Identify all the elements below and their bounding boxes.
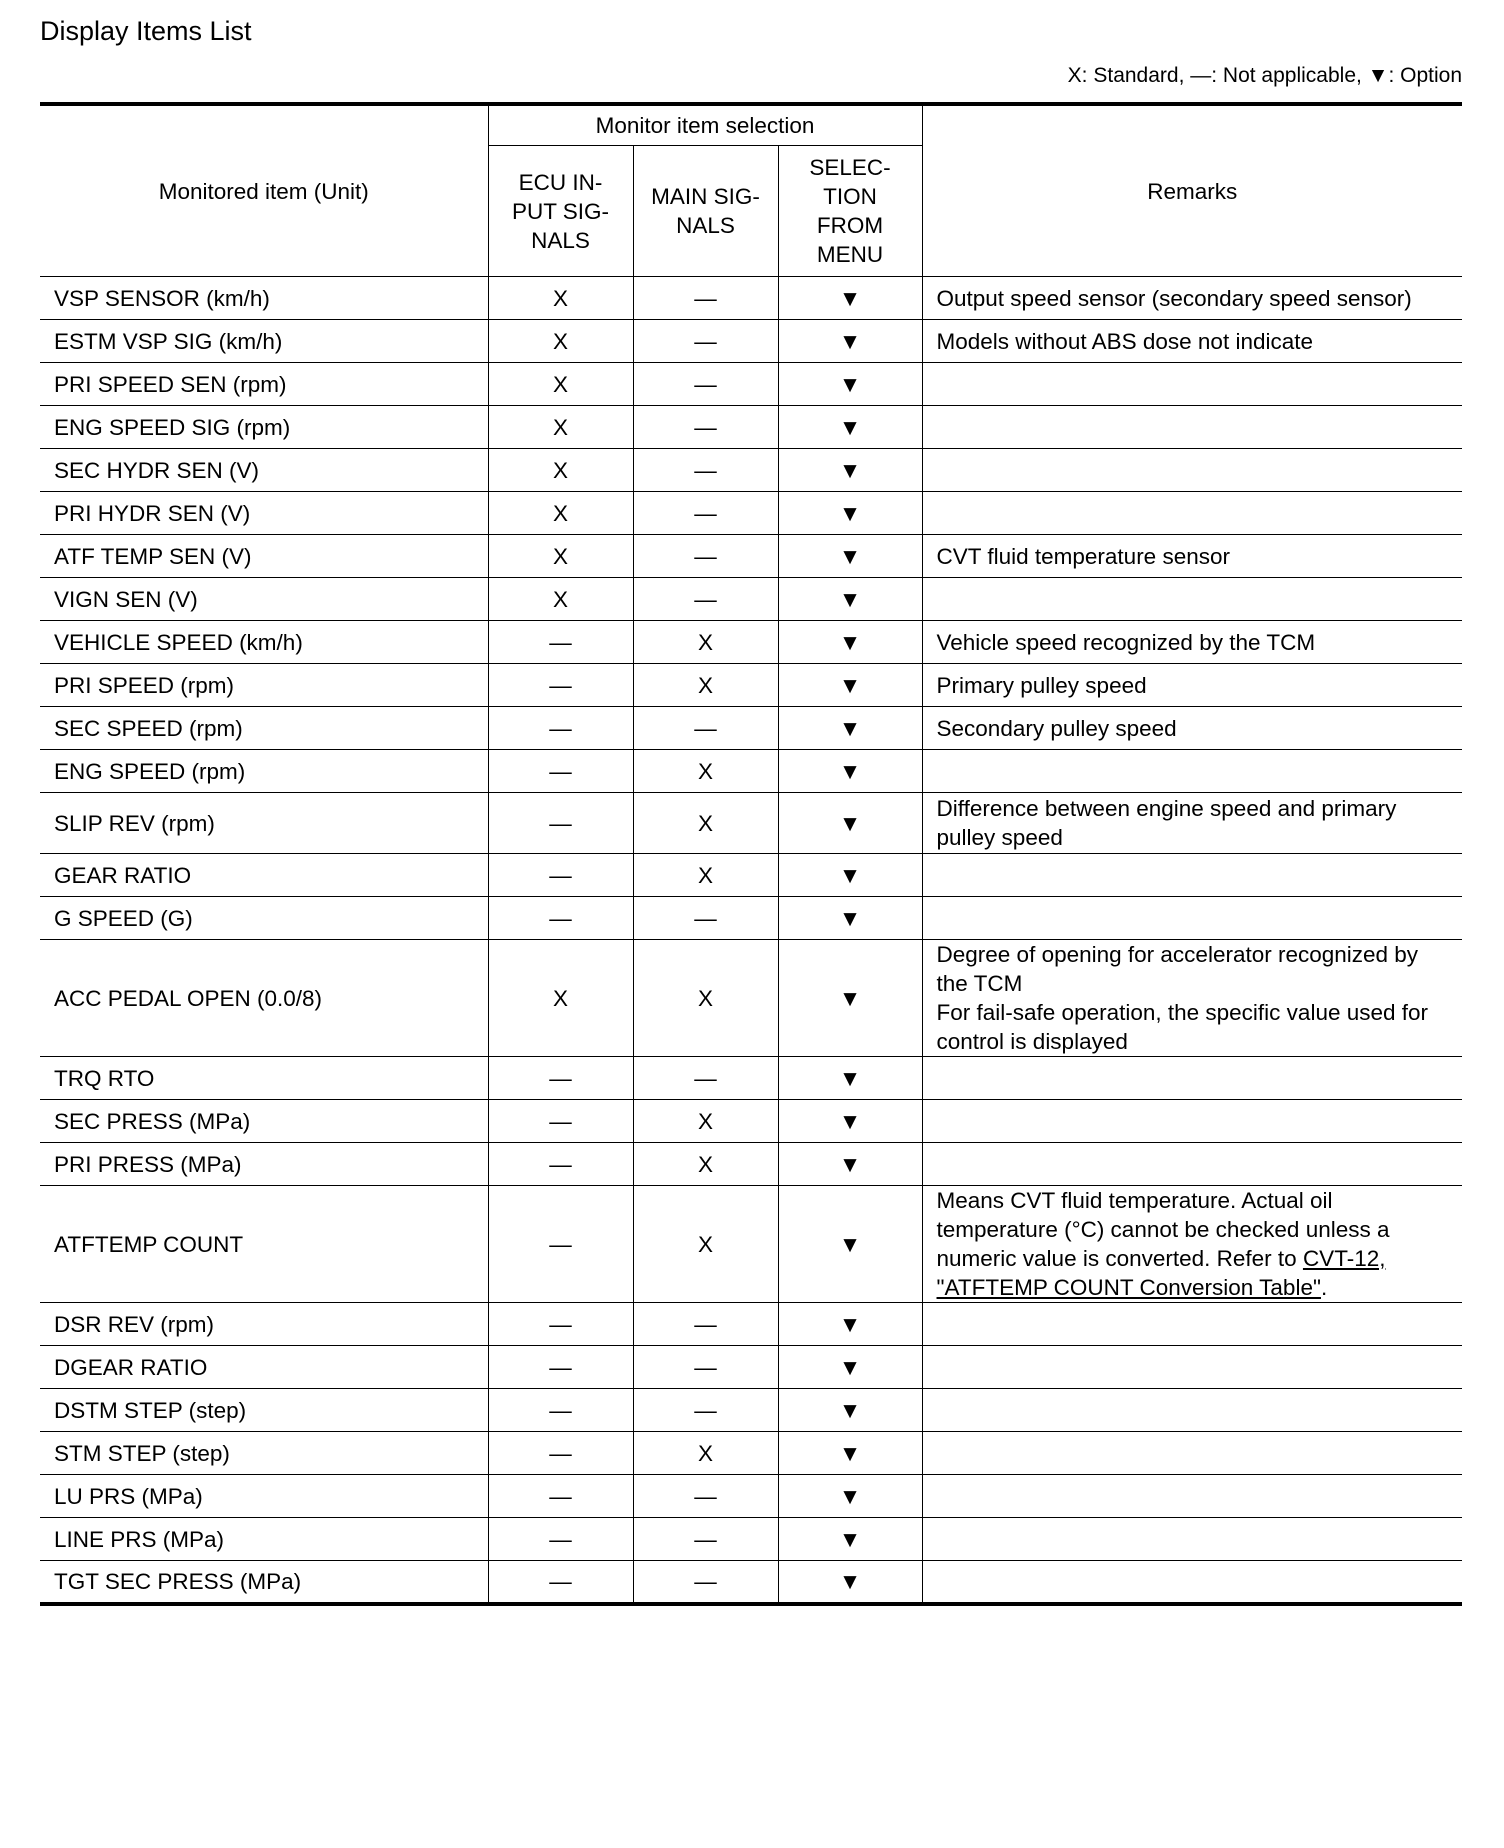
ecu-input-signals-cell: —	[488, 1561, 633, 1604]
remarks-cell: Primary pulley speed	[922, 664, 1462, 707]
monitored-item-cell: STM STEP (step)	[40, 1432, 488, 1475]
monitored-item-cell: DSTM STEP (step)	[40, 1389, 488, 1432]
header-monitored-item: Monitored item (Unit)	[40, 104, 488, 277]
remarks-line: For fail-safe operation, the specific value used for control is displayed	[936, 1000, 1429, 1054]
main-signals-cell: —	[633, 1303, 778, 1346]
selection-from-menu-cell: ▼	[778, 793, 922, 854]
remarks-cell	[922, 897, 1462, 940]
monitored-item-cell: PRI HYDR SEN (V)	[40, 492, 488, 535]
ecu-input-signals-cell: X	[488, 363, 633, 406]
selection-from-menu-cell: ▼	[778, 320, 922, 363]
main-signals-cell: —	[633, 277, 778, 320]
ecu-input-signals-cell: —	[488, 1143, 633, 1186]
monitored-item-cell: ATF TEMP SEN (V)	[40, 535, 488, 578]
monitored-item-cell: TRQ RTO	[40, 1057, 488, 1100]
monitored-item-cell: LINE PRS (MPa)	[40, 1518, 488, 1561]
remarks-cell	[922, 492, 1462, 535]
main-signals-cell: —	[633, 1561, 778, 1604]
remarks-cell: Output speed sensor (secondary speed sensor)	[922, 277, 1462, 320]
selection-from-menu-cell: ▼	[778, 1475, 922, 1518]
selection-from-menu-cell: ▼	[778, 578, 922, 621]
remarks-cell	[922, 578, 1462, 621]
ecu-input-signals-cell: —	[488, 707, 633, 750]
selection-from-menu-cell: ▼	[778, 1432, 922, 1475]
ecu-input-signals-cell: —	[488, 750, 633, 793]
table-row	[40, 793, 1462, 854]
selection-from-menu-cell: ▼	[778, 897, 922, 940]
selection-from-menu-cell: ▼	[778, 1389, 922, 1432]
conversion-table-link[interactable]: CVT-12, "ATFTEMP COUNT Conversion Table"	[936, 1246, 1386, 1300]
remarks-cell	[922, 1186, 1462, 1303]
main-signals-cell: —	[633, 535, 778, 578]
selection-from-menu-cell: ▼	[778, 707, 922, 750]
main-signals-cell: —	[633, 320, 778, 363]
monitored-item-cell: ENG SPEED SIG (rpm)	[40, 406, 488, 449]
table-row	[40, 707, 1462, 750]
table-row	[40, 449, 1462, 492]
monitored-item-cell: PRI SPEED (rpm)	[40, 664, 488, 707]
monitored-item-cell: G SPEED (G)	[40, 897, 488, 940]
selection-from-menu-cell: ▼	[778, 621, 922, 664]
main-signals-cell: X	[633, 664, 778, 707]
remarks-cell: Vehicle speed recognized by the TCM	[922, 621, 1462, 664]
selection-from-menu-cell: ▼	[778, 1518, 922, 1561]
main-signals-cell: —	[633, 492, 778, 535]
legend: X: Standard, —: Not applicable, ▼: Option	[1067, 64, 1462, 87]
ecu-input-signals-cell: —	[488, 854, 633, 897]
main-signals-cell: —	[633, 363, 778, 406]
table-row	[40, 320, 1462, 363]
main-signals-cell: X	[633, 1432, 778, 1475]
main-signals-cell: —	[633, 1475, 778, 1518]
monitored-item-cell: VEHICLE SPEED (km/h)	[40, 621, 488, 664]
display-items-table	[40, 102, 1462, 1606]
remarks-cell	[922, 854, 1462, 897]
main-signals-cell: —	[633, 1346, 778, 1389]
main-signals-cell: X	[633, 1100, 778, 1143]
selection-from-menu-cell: ▼	[778, 1057, 922, 1100]
main-signals-cell: —	[633, 897, 778, 940]
remarks-cell	[922, 750, 1462, 793]
remarks-cell	[922, 1389, 1462, 1432]
selection-from-menu-cell: ▼	[778, 1346, 922, 1389]
table-row	[40, 1518, 1462, 1561]
ecu-input-signals-cell: —	[488, 1057, 633, 1100]
ecu-input-signals-cell: —	[488, 1186, 633, 1303]
remarks-cell: Difference between engine speed and primary pulley speed	[922, 793, 1462, 854]
main-signals-cell: —	[633, 578, 778, 621]
table-row	[40, 1561, 1462, 1604]
main-signals-cell: —	[633, 1389, 778, 1432]
ecu-input-signals-cell: X	[488, 535, 633, 578]
table-row	[40, 1057, 1462, 1100]
ecu-input-signals-cell: X	[488, 492, 633, 535]
monitored-item-cell: VSP SENSOR (km/h)	[40, 277, 488, 320]
table-row	[40, 621, 1462, 664]
selection-from-menu-cell: ▼	[778, 940, 922, 1057]
remarks-text-end: .	[1320, 1275, 1328, 1300]
ecu-input-signals-cell: X	[488, 320, 633, 363]
remarks-cell	[922, 363, 1462, 406]
monitored-item-cell: GEAR RATIO	[40, 854, 488, 897]
ecu-input-signals-cell: X	[488, 277, 633, 320]
remarks-cell	[922, 1346, 1462, 1389]
ecu-input-signals-cell: X	[488, 406, 633, 449]
table-row	[40, 277, 1462, 320]
selection-from-menu-cell: ▼	[778, 750, 922, 793]
ecu-input-signals-cell: X	[488, 578, 633, 621]
monitored-item-cell: SEC SPEED (rpm)	[40, 707, 488, 750]
table-row	[40, 1432, 1462, 1475]
table-row	[40, 406, 1462, 449]
table-row	[40, 1143, 1462, 1186]
main-signals-cell: X	[633, 854, 778, 897]
monitored-item-cell: DSR REV (rpm)	[40, 1303, 488, 1346]
selection-from-menu-cell: ▼	[778, 1186, 922, 1303]
table-row	[40, 535, 1462, 578]
main-signals-cell: —	[633, 1518, 778, 1561]
table-row	[40, 1475, 1462, 1518]
table-row	[40, 1303, 1462, 1346]
remarks-cell	[922, 406, 1462, 449]
ecu-input-signals-cell: —	[488, 1432, 633, 1475]
selection-from-menu-cell: ▼	[778, 406, 922, 449]
main-signals-cell: X	[633, 1143, 778, 1186]
table-row	[40, 1346, 1462, 1389]
table-row	[40, 897, 1462, 940]
remarks-cell: Models without ABS dose not indicate	[922, 320, 1462, 363]
monitored-item-cell: LU PRS (MPa)	[40, 1475, 488, 1518]
main-signals-cell: —	[633, 449, 778, 492]
remarks-cell	[922, 1143, 1462, 1186]
monitored-item-cell: SEC HYDR SEN (V)	[40, 449, 488, 492]
monitored-item-cell: SEC PRESS (MPa)	[40, 1100, 488, 1143]
header-ecu-input-signals: ECU IN- PUT SIG- NALS	[488, 146, 633, 277]
table-body	[40, 277, 1462, 1604]
monitored-item-cell: SLIP REV (rpm)	[40, 793, 488, 854]
remarks-cell	[922, 1303, 1462, 1346]
monitored-item-cell: VIGN SEN (V)	[40, 578, 488, 621]
selection-from-menu-cell: ▼	[778, 277, 922, 320]
ecu-input-signals-cell: —	[488, 897, 633, 940]
selection-from-menu-cell: ▼	[778, 1100, 922, 1143]
header-remarks: Remarks	[922, 104, 1462, 277]
selection-from-menu-cell: ▼	[778, 1143, 922, 1186]
selection-from-menu-cell: ▼	[778, 449, 922, 492]
main-signals-cell: X	[633, 793, 778, 854]
remarks-cell	[922, 1475, 1462, 1518]
main-signals-cell: X	[633, 750, 778, 793]
ecu-input-signals-cell: —	[488, 1100, 633, 1143]
table-row	[40, 1186, 1462, 1303]
ecu-input-signals-cell: —	[488, 1303, 633, 1346]
main-signals-cell: X	[633, 940, 778, 1057]
table-row	[40, 664, 1462, 707]
header-main-signals: MAIN SIG- NALS	[633, 146, 778, 277]
monitored-item-cell: ATFTEMP COUNT	[40, 1186, 488, 1303]
ecu-input-signals-cell: —	[488, 664, 633, 707]
selection-from-menu-cell: ▼	[778, 854, 922, 897]
monitored-item-cell: ENG SPEED (rpm)	[40, 750, 488, 793]
main-signals-cell: X	[633, 621, 778, 664]
selection-from-menu-cell: ▼	[778, 664, 922, 707]
ecu-input-signals-cell: —	[488, 1475, 633, 1518]
ecu-input-signals-cell: —	[488, 793, 633, 854]
table-row	[40, 578, 1462, 621]
ecu-input-signals-cell: —	[488, 1389, 633, 1432]
monitored-item-cell: DGEAR RATIO	[40, 1346, 488, 1389]
selection-from-menu-cell: ▼	[778, 492, 922, 535]
remarks-cell: Secondary pulley speed	[922, 707, 1462, 750]
remarks-line: Degree of opening for accelerator recognized by the TCM	[936, 942, 1419, 996]
table-row	[40, 940, 1462, 1057]
remarks-cell	[922, 1561, 1462, 1604]
ecu-input-signals-cell: —	[488, 1346, 633, 1389]
remarks-cell	[922, 940, 1462, 1057]
selection-from-menu-cell: ▼	[778, 363, 922, 406]
monitored-item-cell: ACC PEDAL OPEN (0.0/8)	[40, 940, 488, 1057]
main-signals-cell: —	[633, 707, 778, 750]
table-row	[40, 1389, 1462, 1432]
header-monitor-item-selection: Monitor item selection	[488, 104, 922, 146]
table-row	[40, 492, 1462, 535]
main-signals-cell: X	[633, 1186, 778, 1303]
selection-from-menu-cell: ▼	[778, 535, 922, 578]
selection-from-menu-cell: ▼	[778, 1303, 922, 1346]
ecu-input-signals-cell: X	[488, 449, 633, 492]
remarks-cell	[922, 1518, 1462, 1561]
remarks-cell	[922, 1432, 1462, 1475]
ecu-input-signals-cell: —	[488, 621, 633, 664]
table-row	[40, 363, 1462, 406]
remarks-cell: CVT fluid temperature sensor	[922, 535, 1462, 578]
main-signals-cell: —	[633, 406, 778, 449]
selection-from-menu-cell: ▼	[778, 1561, 922, 1604]
page-title: Display Items List	[40, 16, 252, 46]
remarks-cell	[922, 449, 1462, 492]
remarks-cell	[922, 1057, 1462, 1100]
remarks-text: Means CVT fluid temperature. Actual oil temperature (°C) cannot be checked unless a numeric value is converted. Refer to	[936, 1188, 1390, 1271]
table-row	[40, 1100, 1462, 1143]
table-row	[40, 750, 1462, 793]
monitored-item-cell: PRI SPEED SEN (rpm)	[40, 363, 488, 406]
table-row	[40, 854, 1462, 897]
main-signals-cell: —	[633, 1057, 778, 1100]
monitored-item-cell: PRI PRESS (MPa)	[40, 1143, 488, 1186]
monitored-item-cell: ESTM VSP SIG (km/h)	[40, 320, 488, 363]
monitored-item-cell: TGT SEC PRESS (MPa)	[40, 1561, 488, 1604]
ecu-input-signals-cell: X	[488, 940, 633, 1057]
ecu-input-signals-cell: —	[488, 1518, 633, 1561]
remarks-cell	[922, 1100, 1462, 1143]
header-selection-from-menu: SELEC- TION FROM MENU	[778, 146, 922, 277]
